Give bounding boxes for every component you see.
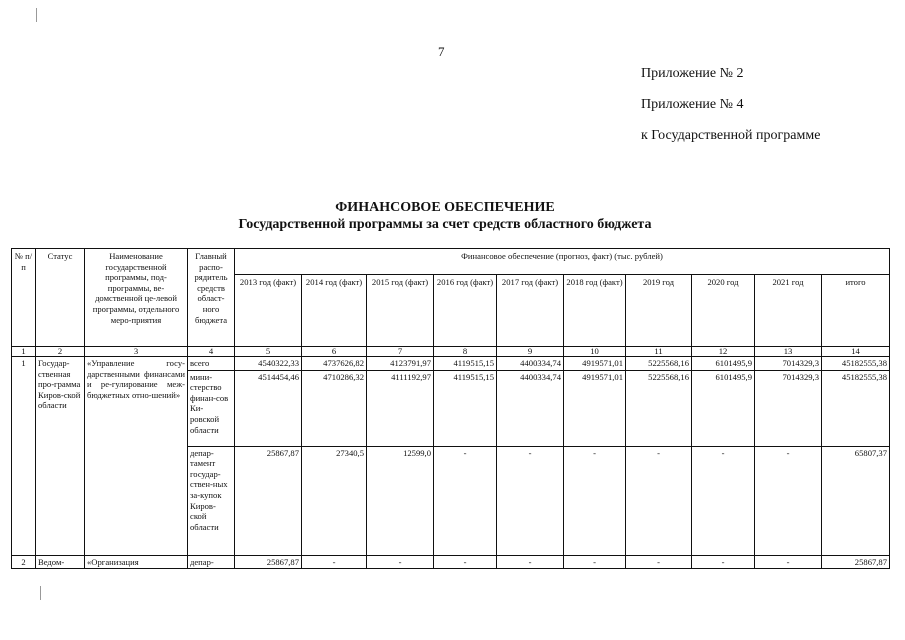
header-year: 2020 год: [692, 275, 755, 347]
value-cell: -: [626, 446, 692, 555]
value-cell: 4540322,33: [235, 357, 302, 371]
value-cell: 4919571,01: [564, 357, 626, 371]
header-total: итого: [822, 275, 890, 347]
row-status: Государ-ственная про-грамма Киров-ской области: [36, 357, 85, 556]
header-name: Наименование государственной программы, под-программы, ве-домственной це-левой программы, отдельного меро-приятия: [85, 249, 188, 347]
row-status: Ведом-: [36, 555, 85, 569]
value-cell: -: [564, 446, 626, 555]
row-num: 1: [12, 357, 36, 556]
header-status: Статус: [36, 249, 85, 347]
header-year: 2017 год (факт): [497, 275, 564, 347]
value-cell: 6101495,9: [692, 370, 755, 446]
appendix-line-2: Приложение № 4: [641, 97, 744, 112]
column-index: 4: [188, 347, 235, 357]
column-index: 12: [692, 347, 755, 357]
value-cell: 4111192,97: [367, 370, 434, 446]
value-cell: 4119515,15: [434, 357, 497, 371]
value-cell: 5225568,16: [626, 357, 692, 371]
header-manager: Главный распо-рядитель средств област-ного бюджета: [188, 249, 235, 347]
value-cell: 27340,5: [302, 446, 367, 555]
value-cell: 7014329,3: [755, 370, 822, 446]
value-cell: -: [755, 555, 822, 569]
header-year: 2016 год (факт): [434, 275, 497, 347]
value-cell: -: [434, 446, 497, 555]
column-index: 14: [822, 347, 890, 357]
row-manager: всего: [188, 357, 235, 371]
value-cell: 4710286,32: [302, 370, 367, 446]
column-index: 5: [235, 347, 302, 357]
row-name: «Управление госу-дарственными финансами и ре-гулирование меж-бюджетных отно-шений»: [85, 357, 188, 556]
header-finance: Финансовое обеспечение (прогноз, факт) (тыс. рублей): [235, 249, 890, 275]
value-cell: 65807,37: [822, 446, 890, 555]
document-subtitle: Государственной программы за счет средств областного бюджета: [238, 217, 652, 232]
value-cell: -: [497, 555, 564, 569]
row-manager: депар-тамент государ-ствен-ных за-купок Киров-ской области: [188, 446, 235, 555]
column-index: 13: [755, 347, 822, 357]
value-cell: 4119515,15: [434, 370, 497, 446]
appendix-line-1: Приложение № 2: [641, 66, 744, 81]
header-year: 2014 год (факт): [302, 275, 367, 347]
value-cell: 7014329,3: [755, 357, 822, 371]
column-index: 10: [564, 347, 626, 357]
header-num: № п/п: [12, 249, 36, 347]
value-cell: 6101495,9: [692, 357, 755, 371]
value-cell: 4400334,74: [497, 357, 564, 371]
value-cell: -: [692, 555, 755, 569]
column-index: 11: [626, 347, 692, 357]
scan-mark-top: [36, 8, 37, 22]
value-cell: -: [755, 446, 822, 555]
value-cell: -: [564, 555, 626, 569]
value-cell: -: [434, 555, 497, 569]
value-cell: 4737626,82: [302, 357, 367, 371]
value-cell: 25867,87: [822, 555, 890, 569]
column-index: 8: [434, 347, 497, 357]
value-cell: 4514454,46: [235, 370, 302, 446]
value-cell: 4919571,01: [564, 370, 626, 446]
value-cell: 5225568,16: [626, 370, 692, 446]
row-manager: мини-стерство финан-сов Ки-ровской области: [188, 370, 235, 446]
value-cell: 4123791,97: [367, 357, 434, 371]
value-cell: 25867,87: [235, 555, 302, 569]
row-name: «Организация: [85, 555, 188, 569]
header-year: 2018 год (факт): [564, 275, 626, 347]
value-cell: -: [367, 555, 434, 569]
column-index: 6: [302, 347, 367, 357]
value-cell: 45182555,38: [822, 357, 890, 371]
column-index: 3: [85, 347, 188, 357]
document-title: ФИНАНСОВОЕ ОБЕСПЕЧЕНИЕ: [335, 200, 555, 215]
value-cell: 4400334,74: [497, 370, 564, 446]
header-year: 2015 год (факт): [367, 275, 434, 347]
value-cell: -: [302, 555, 367, 569]
column-index: 7: [367, 347, 434, 357]
row-num: 2: [12, 555, 36, 569]
column-index: 1: [12, 347, 36, 357]
value-cell: 45182555,38: [822, 370, 890, 446]
appendix-line-3: к Государственной программе: [641, 128, 821, 143]
header-year: 2019 год: [626, 275, 692, 347]
value-cell: -: [692, 446, 755, 555]
value-cell: 25867,87: [235, 446, 302, 555]
header-year: 2013 год (факт): [235, 275, 302, 347]
value-cell: -: [497, 446, 564, 555]
value-cell: -: [626, 555, 692, 569]
column-index: 9: [497, 347, 564, 357]
column-index: 2: [36, 347, 85, 357]
scan-mark-bottom: [40, 586, 41, 600]
row-manager: депар-: [188, 555, 235, 569]
header-year: 2021 год: [755, 275, 822, 347]
page-number: 7: [438, 44, 445, 59]
value-cell: 12599,0: [367, 446, 434, 555]
finance-table: [11, 248, 890, 569]
